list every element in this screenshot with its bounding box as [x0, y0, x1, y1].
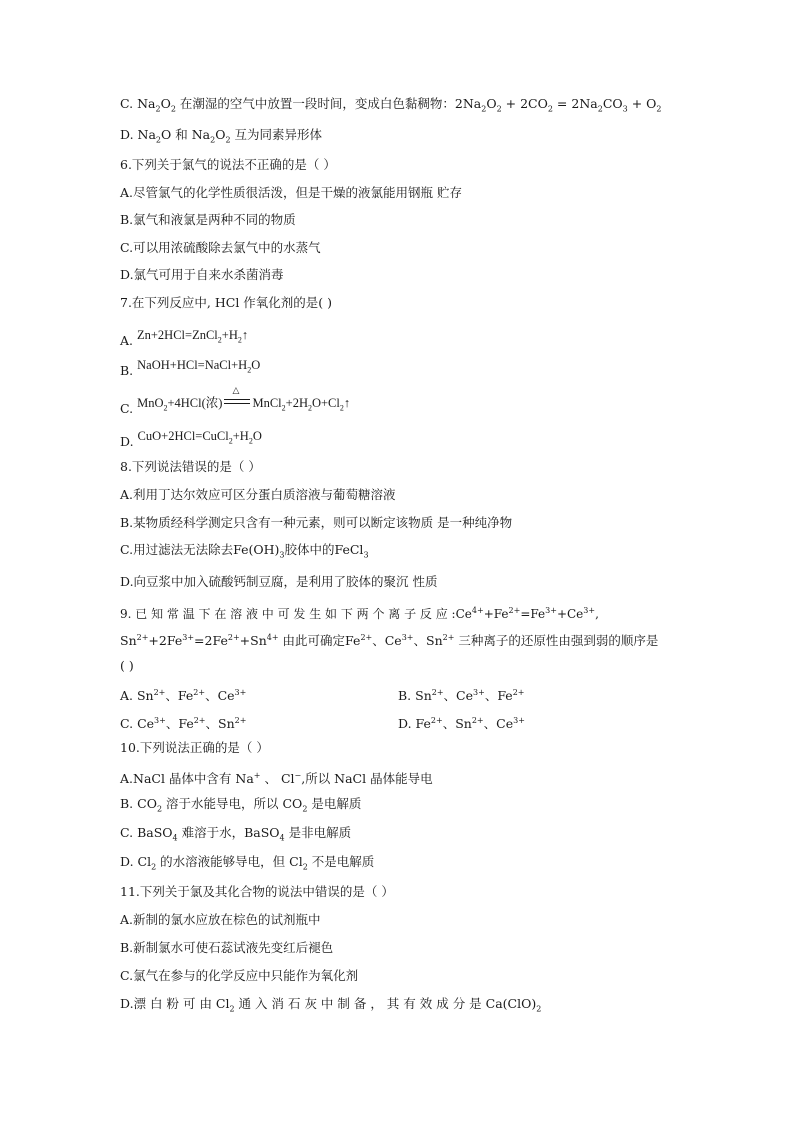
q11-option-c: C.氯气在参与的化学反应中只能作为氧化剂 — [120, 968, 359, 983]
q7-c-equation: MnO$_2$+4HCl(浓) △ $MnCl_2+2H_2O+Cl_2↑$ — [137, 385, 351, 413]
q9-option-c: C. $Ce^{3+}$、$Fe^{2+}$、$Sn^{2+}$ — [120, 716, 247, 732]
q9-stem-line3: ( ) — [120, 658, 134, 673]
q7-d-label: D. — [120, 434, 134, 449]
equals-double-line — [224, 399, 250, 404]
heat-symbol: △ — [232, 385, 240, 395]
q11-option-b: B.新制氯水可使石蕊试液先变红后褪色 — [120, 940, 334, 955]
q9-options-row1 — [120, 684, 702, 705]
q7-option-d — [120, 427, 702, 451]
q7-b-label: B. — [120, 363, 134, 378]
q7-option-a — [120, 326, 702, 350]
q6-option-d: D.氯气可用于自来水杀菌消毒 — [120, 267, 284, 282]
q8-option-a: A.利用丁达尔效应可区分蛋白质溶液与葡萄糖溶液 — [120, 487, 396, 502]
q9-stem-line1: 9. 已 知 常 温 下 在 溶 液 中 可 发 生 如 下 两 个 离 子 反 应 $:Ce^{4+}+Fe^{2+}=Fe^{3+}+Ce^{3+}$, — [120, 606, 599, 621]
q8-stem: 8.下列说法错误的是（ ） — [120, 459, 261, 474]
q9-stem-line2: $Sn^{2+}+2Fe^{3+}=2Fe^{2+}+Sn^{4+}$ 由此可确定$Fe^{2+}$、$Ce^{3+}$、$Sn^{2+}$ 三种离子的还原性由强到弱的顺序是 — [120, 633, 659, 649]
q7-a-equation: $Zn+2HCl=ZnCl_2+H_2↑$ — [137, 328, 249, 345]
q8-option-b: B.某物质经科学测定只含有一种元素，则可以断定该物质 是一种纯净物 — [120, 515, 513, 530]
q9-options-row2 — [120, 712, 702, 733]
q9-option-b: B. $Sn^{2+}$、$Ce^{3+}$、$Fe^{2+}$ — [398, 688, 525, 704]
q7-option-c — [120, 385, 702, 418]
q6-stem: 6.下列关于氯气的说法不正确的是（ ） — [120, 157, 336, 172]
q9-option-d: D. $Fe^{2+}$、$Sn^{2+}$、$Ce^{3+}$ — [398, 716, 525, 732]
q7-c-label: C. — [120, 401, 134, 416]
option-d-na2o: D. $Na_2O$ 和 $Na_2O_2$ 互为同素异形体 — [120, 127, 323, 145]
q7-option-b — [120, 356, 702, 380]
q10-stem: 10.下列说法正确的是（ ） — [120, 740, 269, 755]
q6-option-b: B.氯气和液氯是两种不同的物质 — [120, 212, 296, 227]
q7-a-label: A. — [120, 333, 134, 348]
q10-option-a: A.NaCl 晶体中含有 Na+ 、 Cl−,所以 NaCl 晶体能导电 — [120, 771, 433, 787]
q7-d-equation: $CuO+2HCl=CuCl_2+H_2O$ — [137, 429, 262, 446]
q11-option-a: A.新制的氯水应放在棕色的试剂瓶中 — [120, 912, 321, 927]
q8-option-d: D.向豆浆中加入硫酸钙制豆腐，是利用了胶体的聚沉 性质 — [120, 574, 438, 589]
reaction-condition-double-line — [224, 385, 250, 408]
q7-b-equation: $NaOH+HCl=NaCl+H_2O$ — [137, 358, 261, 375]
option-c-na2o2: C. $Na_2O_2$ 在潮湿的空气中放置一段时间，变成白色黏稠物：$2Na_2O_2 + 2CO_2 = 2Na_2CO_3 + O_2$ — [120, 96, 662, 114]
q6-option-c: C.可以用浓硫酸除去氯气中的水蒸气 — [120, 240, 321, 255]
q9-option-a: A. $Sn^{2+}$、$Fe^{2+}$、$Ce^{3+}$ — [120, 688, 247, 704]
q6-option-a: A.尽管氯气的化学性质很活泼，但是干燥的液氯能用钢瓶 贮存 — [120, 185, 462, 200]
q10-option-d: D. $Cl_2$ 的水溶液能够导电，但 $Cl_2$ 不是电解质 — [120, 854, 375, 872]
q10-option-c: C. BaSO$_4$ 难溶于水，BaSO$_4$ 是非电解质 — [120, 825, 352, 843]
q7-stem: 7.在下列反应中, HCl 作氧化剂的是( ) — [120, 295, 333, 310]
q11-stem: 11.下列关于氯及其化合物的说法中错误的是（ ） — [120, 884, 394, 899]
q8-option-c: C.用过滤法无法除去$Fe(OH)_3$胶体中的FeCl$_3$ — [120, 542, 369, 560]
q10-option-b: B. $CO_2$ 溶于水能导电，所以 $CO_2$ 是电解质 — [120, 796, 362, 814]
q11-option-d: D.漂 白 粉 可 由 $Cl_2$ 通 入 消 石 灰 中 制 备 ， 其 有 效 成 分 是 $Ca(ClO)_2$ — [120, 996, 542, 1014]
